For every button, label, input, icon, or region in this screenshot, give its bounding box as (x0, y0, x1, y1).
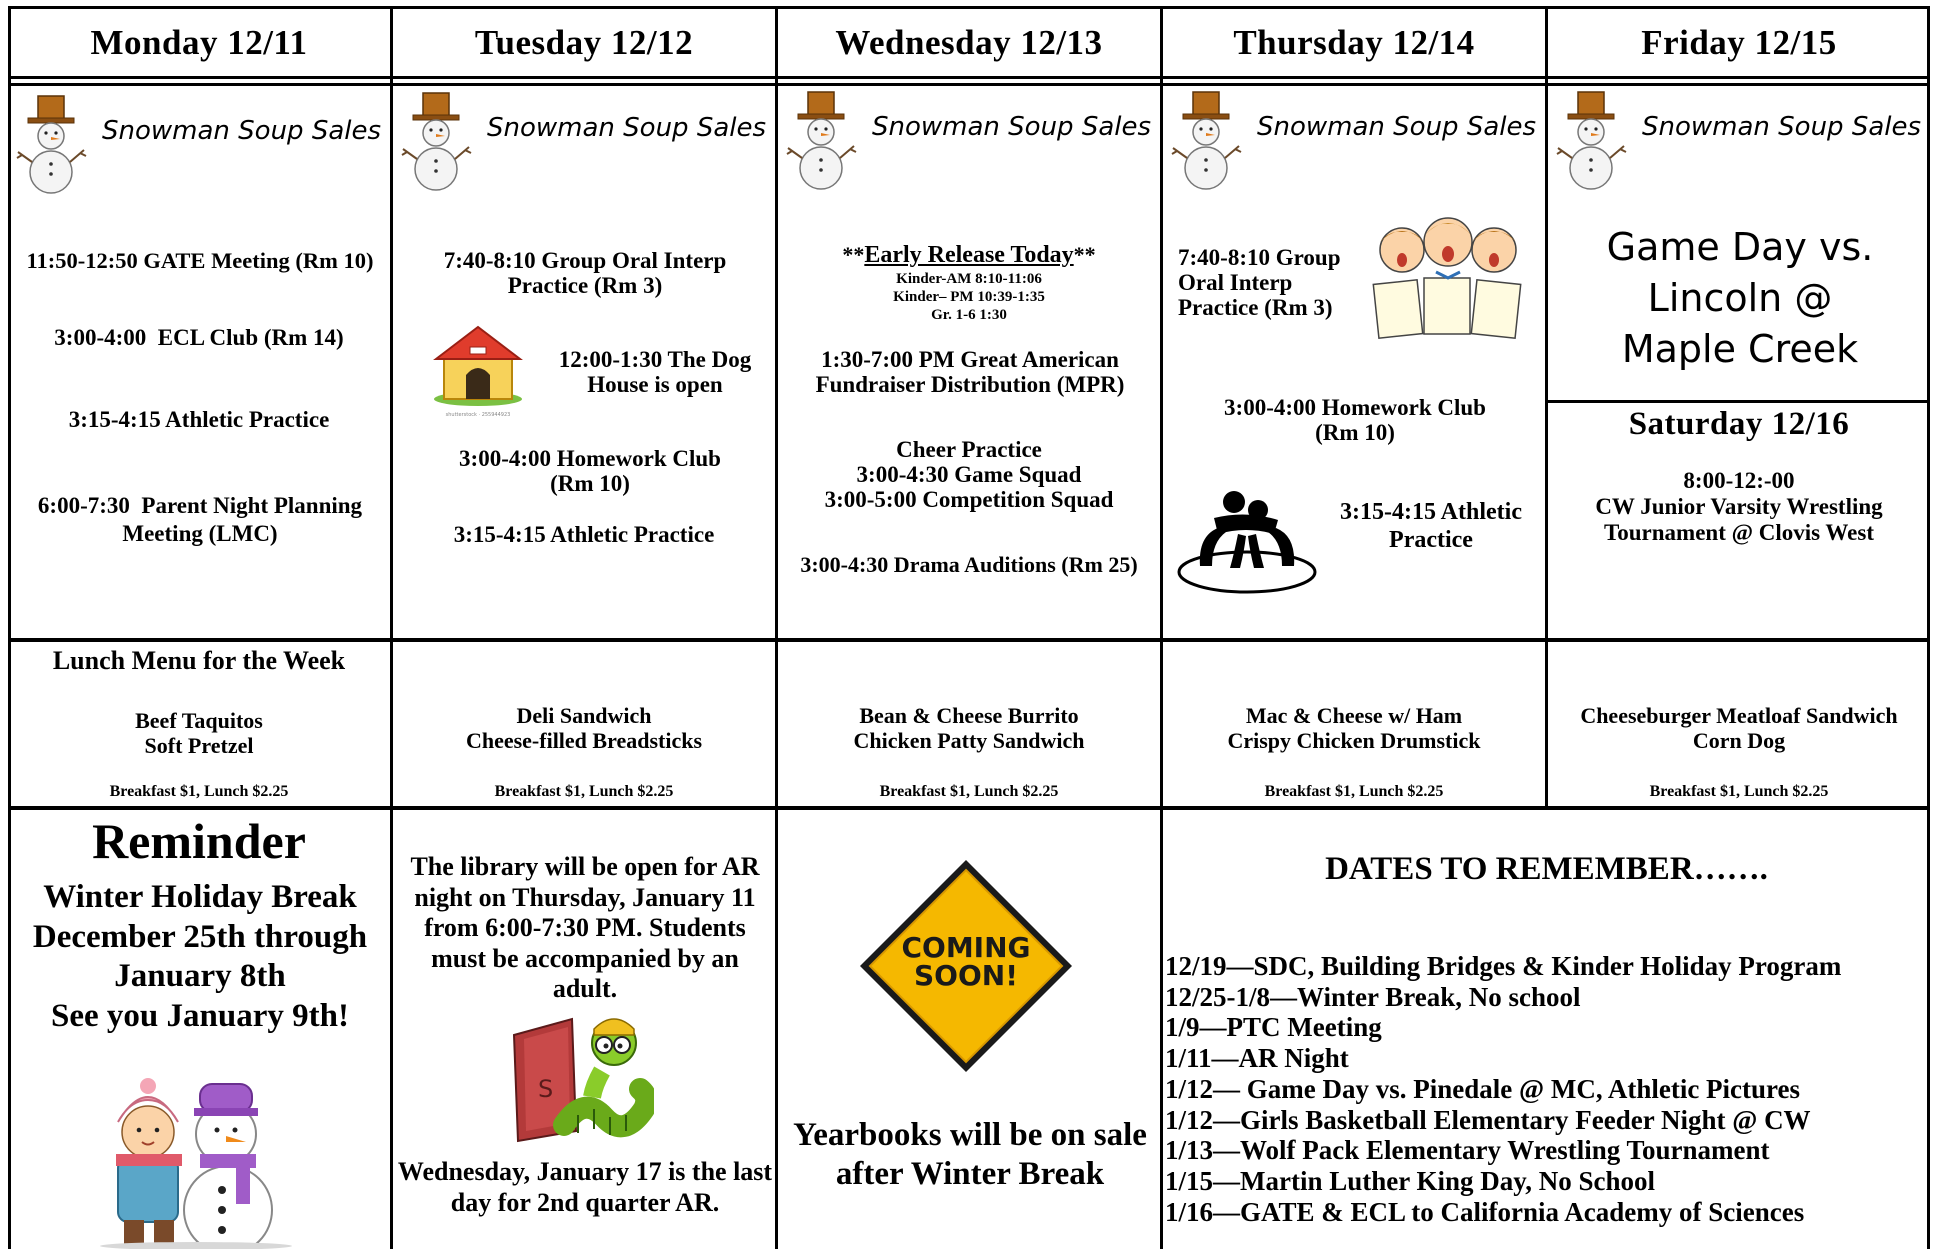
dates-item: 1/13—Wolf Pack Elementary Wrestling Tournament (1165, 1135, 1770, 1166)
cheer-practice-label: Cheer Practice (896, 437, 1042, 462)
snowman-soup-wednesday (784, 90, 1151, 192)
snowman-icon (1169, 90, 1245, 192)
release-time-grades: Gr. 1-6 1:30 (931, 307, 1007, 323)
day-header-tuesday: Tuesday 12/12 (474, 23, 694, 62)
thursday-event-athletic: 3:15-4:15 Athletic Practice (1340, 499, 1522, 553)
day-header-thursday: Thursday 12/14 (1233, 23, 1475, 62)
snowman-icon (14, 94, 90, 196)
release-time-kinder-pm: Kinder– PM 10:39-1:35 (893, 289, 1045, 305)
snowman-soup-monday (14, 94, 381, 196)
dates-item: 1/12—Girls Basketball Elementary Feeder Night @ CW (1165, 1104, 1811, 1135)
tuesday-event-athletic: 3:15-4:15 Athletic Practice (453, 522, 715, 547)
tuesday-event-oral-interp: 7:40-8:10 Group Oral Interp Practice (Rm 3) (443, 248, 727, 298)
lunch-price: Breakfast $1, Lunch $2.25 (109, 783, 289, 800)
snowman-soup-label: Snowman Soup Sales (1642, 112, 1922, 142)
reminder-line: December 25th through (32, 918, 368, 955)
thursday-event-oral-interp: 7:40-8:10 Group Oral Interp Practice (Rm 3) (1178, 245, 1341, 320)
lunch-item: Cheeseburger Meatloaf Sandwich (1580, 703, 1898, 728)
snowman-soup-thursday (1169, 90, 1536, 192)
lunch-wednesday (778, 703, 1160, 801)
bookworm-icon (494, 1005, 654, 1143)
lunch-item: Beef Taquitos (135, 708, 263, 733)
lunch-item: Corn Dog (1692, 728, 1786, 753)
reminder-text (8, 878, 392, 1036)
col-divider-3 (1160, 6, 1163, 1249)
coming-soon-line: SOON! (914, 959, 1018, 992)
reminder-line: Winter Holiday Break (43, 879, 357, 915)
col-divider-2 (775, 6, 778, 1249)
coming-soon-sign (856, 856, 1076, 1076)
col-divider-1 (390, 6, 393, 1249)
doghouse-image (432, 325, 524, 418)
header-divider-bottom (8, 83, 1930, 86)
saturday-event (1548, 468, 1930, 546)
lunch-item: Bean & Cheese Burrito (859, 703, 1079, 728)
cheer-game-squad: 3:00-4:30 Game Squad (856, 462, 1082, 487)
library-deadline: Wednesday, January 17 is the last day for 2nd quarter AR. (397, 1157, 773, 1217)
wednesday-event-cheer (778, 437, 1160, 512)
snowman-soup-label: Snowman Soup Sales (872, 112, 1152, 142)
lunch-price: Breakfast $1, Lunch $2.25 (879, 783, 1059, 800)
yearbook-notice: Yearbooks will be on sale after Winter Break (793, 1117, 1147, 1192)
tuesday-event-dog-house: 12:00-1:30 The Dog House is open (558, 347, 752, 397)
snowman-soup-label: Snowman Soup Sales (1257, 112, 1537, 142)
singing-kids-icon (1362, 212, 1532, 342)
lunch-monday (8, 708, 390, 801)
svg-text:S: S (538, 1075, 554, 1103)
wednesday-event-drama: 3:00-4:30 Drama Auditions (Rm 25) (800, 552, 1138, 577)
thursday-event-homework-club: 3:00-4:00 Homework Club (Rm 10) (1224, 395, 1486, 445)
kid-and-snowman-icon (96, 1050, 296, 1249)
dates-item: 1/12— Game Day vs. Pinedale @ MC, Athletic Pictures (1165, 1073, 1801, 1104)
wrestling-image (1174, 488, 1320, 601)
snowman-icon (784, 90, 860, 192)
saturday-time: 8:00-12:-00 (1683, 468, 1795, 493)
saturday-event-text: CW Junior Varsity Wrestling Tournament @ Clovis West (1595, 494, 1883, 545)
cheer-competition-squad: 3:00-5:00 Competition Squad (824, 487, 1114, 512)
wednesday-event-fundraiser: 1:30-7:00 PM Great American Fundraiser Distribution (MPR) (815, 347, 1125, 397)
snowman-icon (399, 91, 475, 193)
library-notice: The library will be open for AR night on Thursday, January 11 from 6:00-7:30 PM. Students must be accompanied by an adult. (410, 852, 760, 1003)
wednesday-release-times (778, 270, 1160, 324)
lunch-price: Breakfast $1, Lunch $2.25 (1264, 783, 1444, 800)
dates-item: 1/9—PTC Meeting (1165, 1012, 1382, 1043)
lunch-friday (1548, 703, 1930, 801)
snowman-soup-tuesday (399, 91, 766, 193)
monday-event-parent-night: 6:00-7:30 Parent Night Planning Meeting (LMC) (37, 493, 368, 546)
coming-soon-line: COMING (901, 931, 1031, 964)
lunch-menu-title: Lunch Menu for the Week (52, 646, 346, 675)
lunch-price: Breakfast $1, Lunch $2.25 (1649, 783, 1829, 800)
snowman-soup-label: Snowman Soup Sales (102, 116, 382, 146)
dates-item: 1/11—AR Night (1165, 1043, 1349, 1074)
early-release-suffix: ** (1073, 242, 1096, 267)
lunch-divider (8, 806, 1930, 810)
lunch-price: Breakfast $1, Lunch $2.25 (494, 783, 674, 800)
early-release-text: Early Release Today (864, 242, 1074, 268)
reminder-line: January 8th (114, 958, 286, 994)
reminder-title: Reminder (92, 813, 306, 869)
lunch-item: Deli Sandwich (516, 703, 652, 728)
lunch-item: Chicken Patty Sandwich (853, 728, 1085, 753)
early-release-prefix: ** (842, 242, 865, 267)
dates-title: DATES TO REMEMBER……. (1325, 851, 1768, 887)
lunch-item: Soft Pretzel (144, 733, 254, 758)
lunch-item: Mac & Cheese w/ Ham (1245, 703, 1463, 728)
wednesday-early-release (778, 242, 1160, 268)
dates-item: 1/15—Martin Luther King Day, No School (1165, 1165, 1656, 1196)
day-header-wednesday: Wednesday 12/13 (835, 23, 1103, 62)
release-time-kinder-am: Kinder-AM 8:10-11:06 (896, 271, 1042, 287)
monday-event-ecl: 3:00-4:00 ECL Club (Rm 14) (54, 325, 344, 350)
lunch-item: Crispy Chicken Drumstick (1227, 728, 1481, 753)
doghouse-credit: shutterstock · 255944923 (445, 412, 511, 418)
snowman-icon (1554, 90, 1630, 192)
dates-list (1165, 951, 1930, 1227)
dates-item: 12/19—SDC, Building Bridges & Kinder Holiday Program (1165, 951, 1842, 981)
day-header-friday: Friday 12/15 (1641, 23, 1837, 62)
doghouse-icon (432, 325, 524, 407)
dates-item: 12/25-1/8—Winter Break, No school (1165, 981, 1581, 1012)
saturday-header: Saturday 12/16 (1628, 405, 1850, 442)
tuesday-event-homework-club: 3:00-4:00 Homework Club (Rm 10) (459, 446, 721, 496)
day-header-monday: Monday 12/11 (90, 23, 308, 62)
friday-game-day: Game Day vs. Lincoln @ Maple Creek (1606, 225, 1874, 371)
kids-snowman-image (96, 1050, 296, 1254)
lunch-thursday (1163, 703, 1545, 801)
lunch-item: Cheese-filled Breadsticks (465, 728, 703, 753)
snowman-soup-friday (1554, 90, 1921, 192)
lunch-tuesday (393, 703, 775, 801)
monday-event-gate: 11:50-12:50 GATE Meeting (Rm 10) (26, 248, 374, 273)
singing-kids-image (1362, 212, 1532, 347)
coming-soon-text (856, 931, 1076, 992)
snowman-soup-label: Snowman Soup Sales (487, 113, 767, 143)
reminder-line: See you January 9th! (51, 997, 349, 1034)
bookworm-image (494, 1005, 654, 1148)
dates-item: 1/16—GATE & ECL to California Academy of Sciences (1165, 1196, 1805, 1227)
monday-event-athletic: 3:15-4:15 Athletic Practice (68, 407, 330, 432)
wrestling-icon (1174, 488, 1320, 596)
events-divider (8, 638, 1930, 642)
